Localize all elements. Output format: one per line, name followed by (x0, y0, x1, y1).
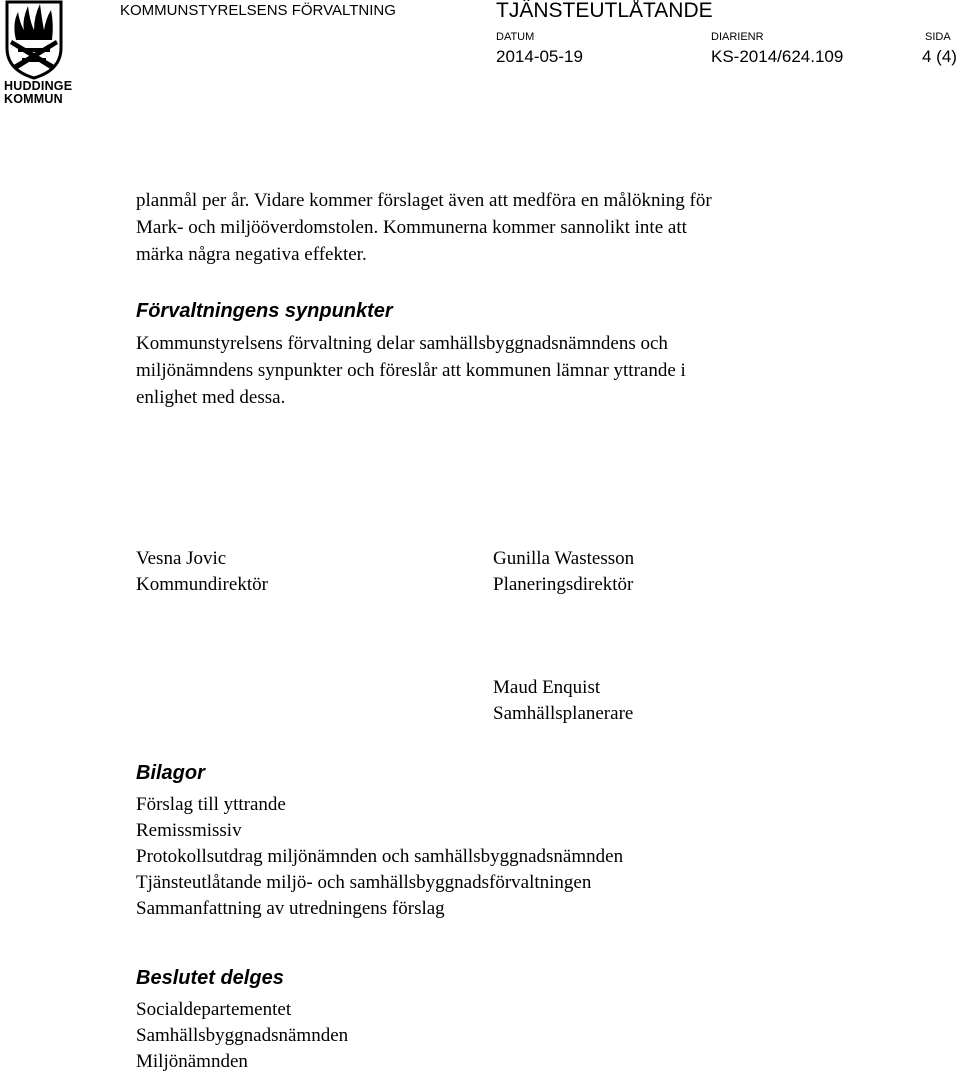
opinion-line: enlighet med dessa. (136, 387, 286, 408)
signature-block (493, 675, 633, 727)
distribution-list (136, 997, 348, 1075)
opinion-line: Kommunstyrelsens förvaltning delar samhällsbyggnadsnämndens och (136, 333, 668, 354)
attachment-item: Sammanfattning av utredningens förslag (136, 898, 445, 919)
logo-line-2: KOMMUN (4, 92, 63, 106)
signature-name: Gunilla Wastesson (493, 548, 635, 569)
signature-block (493, 546, 634, 598)
signature-title: Planeringsdirektör (493, 574, 634, 595)
page-label: SIDA (925, 31, 951, 43)
signature-block (136, 546, 268, 598)
opinion-paragraph (136, 330, 686, 411)
intro-line: Mark- och miljööverdomstolen. Kommunerna kommer sannolikt inte att (136, 217, 687, 238)
logo-line-1: HUDDINGE (4, 79, 73, 93)
attachment-item: Tjänsteutlåtande miljö- och samhällsbyggnadsförvaltningen (136, 872, 592, 893)
page-number: 4 (4) (922, 47, 957, 66)
document-type: TJÄNSTEUTLÅTANDE (496, 0, 713, 22)
huddinge-kommun-logo (4, 0, 73, 108)
attachments-heading: Bilagor (136, 762, 205, 784)
attachment-item: Förslag till yttrande (136, 794, 286, 815)
signature-name: Vesna Jovic (136, 548, 227, 569)
reference-label: DIARIENR (711, 31, 764, 43)
intro-line: märka några negativa effekter. (136, 244, 367, 265)
signature-title: Samhällsplanerare (493, 703, 634, 724)
reference-value: KS-2014/624.109 (711, 47, 844, 66)
date-label: DATUM (496, 31, 535, 43)
date-value: 2014-05-19 (496, 47, 583, 66)
intro-paragraph (136, 187, 712, 268)
coat-of-arms-icon (4, 0, 64, 80)
attachments-list (136, 792, 623, 922)
signature-title: Kommundirektör (136, 574, 268, 595)
distribution-item: Socialdepartementet (136, 999, 292, 1020)
intro-line: planmål per år. Vidare kommer förslaget även att medföra en målökning för (136, 190, 712, 211)
distribution-item: Samhällsbyggnadsnämnden (136, 1025, 349, 1046)
signature-name: Maud Enquist (493, 677, 601, 698)
attachment-item: Remissmissiv (136, 820, 242, 841)
opinion-line: miljönämndens synpunkter och föreslår att kommunen lämnar yttrande i (136, 360, 686, 381)
organization-name: KOMMUNSTYRELSENS FÖRVALTNING (120, 2, 396, 19)
attachment-item: Protokollsutdrag miljönämnden och samhällsbyggnadsnämnden (136, 846, 624, 867)
distribution-item: Miljönämnden (136, 1051, 248, 1072)
distribution-heading: Beslutet delges (136, 967, 284, 989)
opinion-heading: Förvaltningens synpunkter (136, 300, 393, 322)
